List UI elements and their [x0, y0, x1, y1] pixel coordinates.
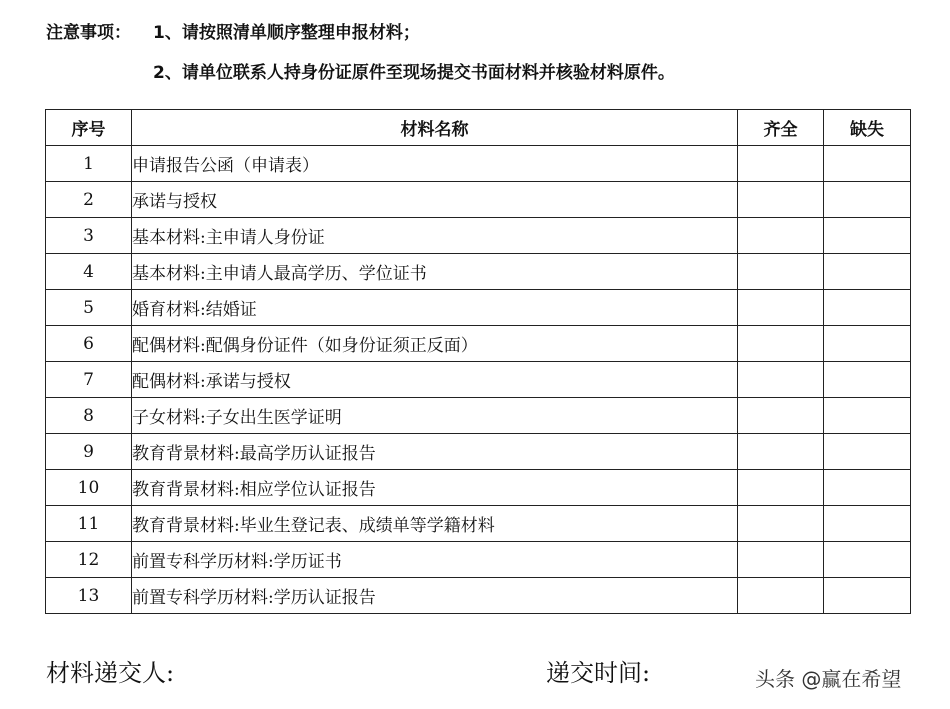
row-index: 1 — [46, 146, 132, 182]
row-index: 4 — [46, 254, 132, 290]
materials-checklist-table — [45, 109, 911, 614]
row-material-name: 基本材料:主申请人身份证 — [132, 218, 738, 254]
row-complete-cell[interactable] — [738, 506, 824, 542]
row-material-name: 配偶材料:配偶身份证件（如身份证须正反面） — [132, 326, 738, 362]
row-material-name: 教育背景材料:最高学历认证报告 — [132, 434, 738, 470]
row-index: 6 — [46, 326, 132, 362]
row-complete-cell[interactable] — [738, 362, 824, 398]
row-index: 7 — [46, 362, 132, 398]
table-row — [46, 506, 911, 542]
row-missing-cell[interactable] — [824, 146, 911, 182]
row-index: 9 — [46, 434, 132, 470]
row-complete-cell[interactable] — [738, 290, 824, 326]
table-row — [46, 398, 911, 434]
row-complete-cell[interactable] — [738, 182, 824, 218]
table-row — [46, 290, 911, 326]
row-missing-cell[interactable] — [824, 290, 911, 326]
header-index: 序号 — [46, 110, 132, 146]
row-complete-cell[interactable] — [738, 578, 824, 614]
table-row — [46, 218, 911, 254]
row-missing-cell[interactable] — [824, 506, 911, 542]
row-complete-cell[interactable] — [738, 398, 824, 434]
table-row — [46, 326, 911, 362]
submission-time-label: 递交时间: — [546, 659, 651, 687]
row-complete-cell[interactable] — [738, 542, 824, 578]
row-missing-cell[interactable] — [824, 578, 911, 614]
row-material-name: 前置专科学历材料:学历证书 — [132, 542, 738, 578]
table-row — [46, 434, 911, 470]
row-material-name: 前置专科学历材料:学历认证报告 — [132, 578, 738, 614]
row-index: 2 — [46, 182, 132, 218]
row-material-name: 申请报告公函（申请表） — [132, 146, 738, 182]
row-material-name: 教育背景材料:毕业生登记表、成绩单等学籍材料 — [132, 506, 738, 542]
table-row — [46, 146, 911, 182]
header-complete: 齐全 — [738, 110, 824, 146]
table-row — [46, 362, 911, 398]
notice-line-1 — [46, 18, 420, 43]
row-index: 13 — [46, 578, 132, 614]
row-complete-cell[interactable] — [738, 470, 824, 506]
header-missing: 缺失 — [824, 110, 911, 146]
notice-item-2: 2、请单位联系人持身份证原件至现场提交书面材料并核验材料原件。 — [153, 63, 675, 83]
row-material-name: 配偶材料:承诺与授权 — [132, 362, 738, 398]
row-index: 10 — [46, 470, 132, 506]
row-missing-cell[interactable] — [824, 434, 911, 470]
row-index: 12 — [46, 542, 132, 578]
table-row — [46, 578, 911, 614]
row-index: 8 — [46, 398, 132, 434]
row-complete-cell[interactable] — [738, 434, 824, 470]
notice-line-2 — [153, 58, 675, 83]
row-material-name: 婚育材料:结婚证 — [132, 290, 738, 326]
row-material-name: 基本材料:主申请人最高学历、学位证书 — [132, 254, 738, 290]
table-row — [46, 254, 911, 290]
row-missing-cell[interactable] — [824, 542, 911, 578]
row-missing-cell[interactable] — [824, 470, 911, 506]
table-row — [46, 470, 911, 506]
notice-item-1: 1、请按照清单顺序整理申报材料； — [153, 23, 420, 43]
row-index: 5 — [46, 290, 132, 326]
row-complete-cell[interactable] — [738, 326, 824, 362]
row-material-name: 子女材料:子女出生医学证明 — [132, 398, 738, 434]
row-material-name: 教育背景材料:相应学位认证报告 — [132, 470, 738, 506]
table-header-row — [46, 110, 911, 146]
row-missing-cell[interactable] — [824, 218, 911, 254]
watermark: 头条 @赢在希望 — [755, 667, 902, 691]
row-complete-cell[interactable] — [738, 254, 824, 290]
row-missing-cell[interactable] — [824, 398, 911, 434]
row-missing-cell[interactable] — [824, 362, 911, 398]
row-complete-cell[interactable] — [738, 218, 824, 254]
row-index: 3 — [46, 218, 132, 254]
row-index: 11 — [46, 506, 132, 542]
submitter-label: 材料递交人: — [46, 659, 175, 687]
row-material-name: 承诺与授权 — [132, 182, 738, 218]
row-complete-cell[interactable] — [738, 146, 824, 182]
table-row — [46, 542, 911, 578]
notice-label: 注意事项： — [46, 23, 131, 43]
row-missing-cell[interactable] — [824, 254, 911, 290]
table-row — [46, 182, 911, 218]
header-name: 材料名称 — [132, 110, 738, 146]
row-missing-cell[interactable] — [824, 326, 911, 362]
row-missing-cell[interactable] — [824, 182, 911, 218]
